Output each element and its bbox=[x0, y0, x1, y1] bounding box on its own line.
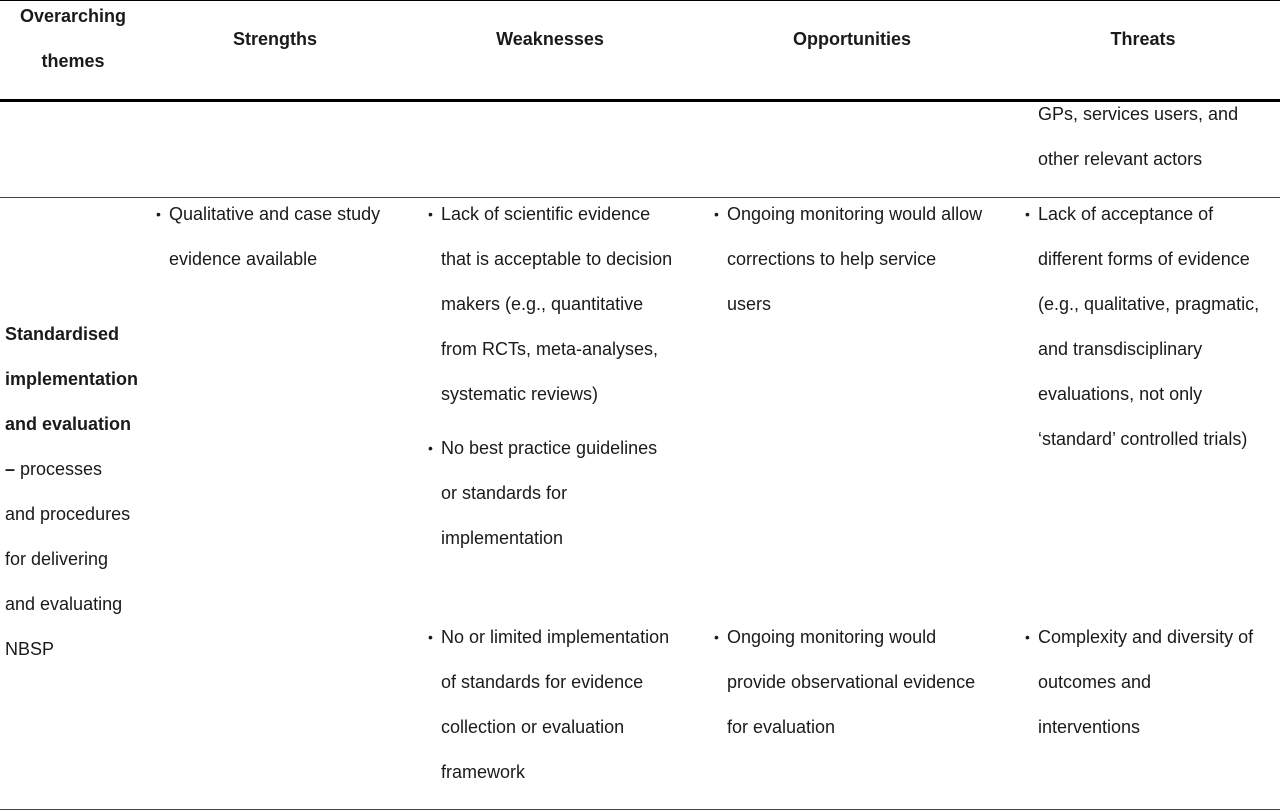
header-col1-line1: Overarching bbox=[19, 6, 127, 26]
threat-line: Lack of acceptance of bbox=[1038, 204, 1214, 224]
threat-line: evaluations, not only bbox=[1038, 384, 1203, 404]
header-threats: Threats bbox=[1110, 29, 1176, 49]
header-col1-line2: themes bbox=[41, 51, 105, 71]
header-opportunities: Opportunities bbox=[793, 29, 911, 49]
header-overarching-themes bbox=[0, 0, 146, 84]
header-strengths: Strengths bbox=[232, 29, 317, 49]
weakness-line: No or limited implementation bbox=[441, 627, 670, 647]
weakness-line: that is acceptable to decision bbox=[441, 249, 673, 269]
threat-line: interventions bbox=[1038, 717, 1141, 737]
weakness-line: collection or evaluation bbox=[441, 717, 625, 737]
theme-desc-line: and procedures bbox=[5, 504, 131, 524]
opportunity-line: users bbox=[727, 294, 772, 314]
bullet-icon: • bbox=[714, 206, 719, 222]
weakness-line: No best practice guidelines bbox=[441, 438, 658, 458]
bullet-icon: • bbox=[1025, 629, 1030, 645]
weakness-line: framework bbox=[441, 762, 526, 782]
weakness-line: makers (e.g., quantitative bbox=[441, 294, 644, 314]
threat-line: outcomes and bbox=[1038, 672, 1152, 692]
strength-line: evidence available bbox=[169, 249, 318, 269]
opportunity-line: corrections to help service bbox=[727, 249, 937, 269]
theme-cell bbox=[5, 312, 138, 672]
theme-desc-line: for delivering bbox=[5, 549, 109, 569]
theme-dash: – bbox=[5, 459, 16, 479]
opportunity-line: provide observational evidence bbox=[727, 672, 976, 692]
theme-title-line: Standardised bbox=[5, 324, 120, 344]
threat-line: and transdisciplinary bbox=[1038, 339, 1203, 359]
threat-line: ‘standard’ controlled trials) bbox=[1038, 429, 1248, 449]
continuation-line: GPs, services users, and bbox=[1038, 104, 1239, 124]
header-weaknesses: Weaknesses bbox=[496, 29, 604, 49]
bullet-icon: • bbox=[714, 629, 719, 645]
bullet-icon: • bbox=[428, 440, 433, 456]
weakness-line: from RCTs, meta-analyses, bbox=[441, 339, 659, 359]
theme-title-line: implementation bbox=[5, 369, 139, 389]
weakness-line: implementation bbox=[441, 528, 564, 548]
continuation-threats-text bbox=[1038, 92, 1238, 182]
table-bottom-rule bbox=[0, 809, 1280, 810]
weakness-line: Lack of scientific evidence bbox=[441, 204, 651, 224]
opportunity-line: Ongoing monitoring would allow bbox=[727, 204, 983, 224]
opportunity-line: Ongoing monitoring would bbox=[727, 627, 937, 647]
bullet-icon: • bbox=[428, 629, 433, 645]
threat-line: different forms of evidence bbox=[1038, 249, 1250, 269]
strength-line: Qualitative and case study bbox=[169, 204, 381, 224]
threat-line: Complexity and diversity of bbox=[1038, 627, 1254, 647]
weakness-line: or standards for bbox=[441, 483, 568, 503]
table-top-rule bbox=[0, 0, 1280, 1]
threat-line: (e.g., qualitative, pragmatic, bbox=[1038, 294, 1260, 314]
bullet-icon: • bbox=[428, 206, 433, 222]
weakness-line: of standards for evidence bbox=[441, 672, 644, 692]
theme-desc-first-line bbox=[5, 447, 138, 492]
continuation-line: other relevant actors bbox=[1038, 149, 1203, 169]
theme-desc-line: NBSP bbox=[5, 639, 55, 659]
opportunity-line: for evaluation bbox=[727, 717, 836, 737]
theme-title-line: and evaluation bbox=[5, 414, 132, 434]
bullet-icon: • bbox=[156, 206, 161, 222]
weakness-line: systematic reviews) bbox=[441, 384, 599, 404]
theme-desc-line: and evaluating bbox=[5, 594, 123, 614]
theme-desc-first: processes bbox=[15, 459, 103, 479]
bullet-icon: • bbox=[1025, 206, 1030, 222]
